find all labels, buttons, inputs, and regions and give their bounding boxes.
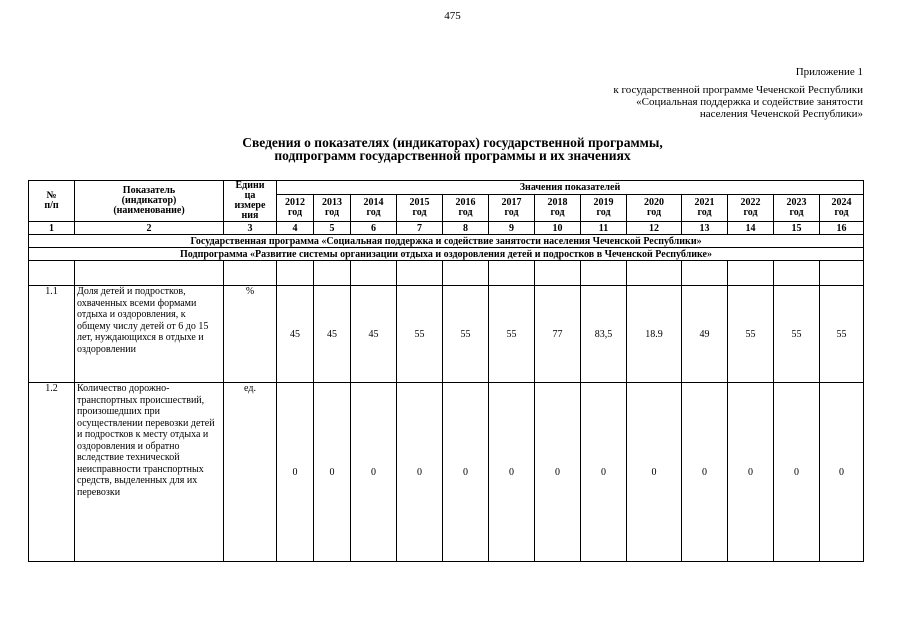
indicators-table — [28, 180, 864, 562]
header-year: 2020 год — [627, 195, 682, 222]
column-number: 11 — [581, 222, 627, 235]
value-cell: 0 — [314, 383, 351, 562]
spacer-cell — [774, 261, 820, 286]
header-year: 2023 год — [774, 195, 820, 222]
document-title-line: подпрограмм государственной программы и их значениях — [274, 148, 631, 163]
spacer-cell — [682, 261, 728, 286]
spacer-cell — [224, 261, 277, 286]
header-year: 2014 год — [351, 195, 397, 222]
appendix-title: Приложение 1 — [795, 66, 863, 78]
column-number: 1 — [29, 222, 75, 235]
value-cell: 18.9 — [627, 286, 682, 383]
document-title-line: Сведения о показателях (индикаторах) государственной программы, — [242, 135, 663, 150]
column-number: 12 — [627, 222, 682, 235]
header-num: № п/п — [29, 181, 75, 222]
indicator-name: Количество дорожно-транспортных происшествий, произошедших при осуществлении перевозки детей и подростков к месту отдыха и оздоровления и обратно вследствие технической неисправности транспортных средств, выделенных для их перевозки — [75, 383, 224, 562]
column-number: 9 — [489, 222, 535, 235]
column-number: 3 — [224, 222, 277, 235]
row-number: 1.1 — [29, 286, 75, 383]
column-number: 6 — [351, 222, 397, 235]
value-cell: 55 — [820, 286, 864, 383]
spacer-cell — [29, 261, 75, 286]
header-year: 2016 год — [443, 195, 489, 222]
program-title: Государственная программа «Социальная поддержка и содействие занятости населения Чеченской Республики» — [29, 235, 864, 248]
spacer-cell — [443, 261, 489, 286]
header-year: 2017 год — [489, 195, 535, 222]
value-cell: 0 — [535, 383, 581, 562]
column-number: 13 — [682, 222, 728, 235]
appendix-line: к государственной программе Чеченской Республики — [613, 84, 863, 96]
spacer-cell — [489, 261, 535, 286]
value-cell: 45 — [351, 286, 397, 383]
column-number: 5 — [314, 222, 351, 235]
subprogram-title: Подпрограмма «Развитие системы организации отдыха и оздоровления детей и подростков в Чеченской Республике» — [29, 248, 864, 261]
value-cell: 55 — [489, 286, 535, 383]
unit-cell: ед. — [224, 383, 277, 562]
spacer-cell — [397, 261, 443, 286]
header-year: 2015 год — [397, 195, 443, 222]
spacer-cell — [820, 261, 864, 286]
spacer-cell — [728, 261, 774, 286]
header-values-group: Значения показателей — [277, 181, 864, 195]
spacer-cell — [581, 261, 627, 286]
spacer-cell — [75, 261, 224, 286]
page-number: 475 — [444, 10, 461, 22]
column-number: 7 — [397, 222, 443, 235]
spacer-cell — [351, 261, 397, 286]
spacer-cell — [314, 261, 351, 286]
value-cell: 0 — [728, 383, 774, 562]
value-cell: 0 — [820, 383, 864, 562]
appendix-header — [613, 66, 863, 120]
value-cell: 0 — [397, 383, 443, 562]
value-cell: 55 — [774, 286, 820, 383]
column-number-row — [29, 222, 864, 235]
column-number: 15 — [774, 222, 820, 235]
column-number: 8 — [443, 222, 489, 235]
header-year: 2019 год — [581, 195, 627, 222]
header-year: 2022 год — [728, 195, 774, 222]
column-number: 16 — [820, 222, 864, 235]
value-cell: 55 — [397, 286, 443, 383]
column-number: 2 — [75, 222, 224, 235]
column-number: 14 — [728, 222, 774, 235]
header-year: 2013 год — [314, 195, 351, 222]
value-cell: 0 — [277, 383, 314, 562]
value-cell: 45 — [277, 286, 314, 383]
value-cell: 0 — [774, 383, 820, 562]
value-cell: 0 — [682, 383, 728, 562]
appendix-line: «Социальная поддержка и содействие занятости — [636, 96, 863, 108]
value-cell: 49 — [682, 286, 728, 383]
header-unit: Едини ца измере ния — [224, 181, 277, 222]
header-year: 2012 год — [277, 195, 314, 222]
spacer-cell — [277, 261, 314, 286]
value-cell: 0 — [581, 383, 627, 562]
header-year: 2021 год — [682, 195, 728, 222]
header-indicator: Показатель (индикатор) (наименование) — [75, 181, 224, 222]
value-cell: 0 — [351, 383, 397, 562]
value-cell: 77 — [535, 286, 581, 383]
unit-cell: % — [224, 286, 277, 383]
indicator-name: Доля детей и подростков, охваченных всеми формами отдыха и оздоровления, к общему числу детей от 6 до 15 лет, нуждающихся в отдыхе и оздоровлении — [75, 286, 224, 383]
appendix-line: населения Чеченской Республики» — [699, 108, 863, 120]
column-number: 10 — [535, 222, 581, 235]
document-title — [0, 136, 905, 162]
header-year: 2024 год — [820, 195, 864, 222]
value-cell: 0 — [443, 383, 489, 562]
value-cell: 0 — [489, 383, 535, 562]
header-year: 2018 год — [535, 195, 581, 222]
row-number: 1.2 — [29, 383, 75, 562]
spacer-cell — [535, 261, 581, 286]
spacer-cell — [627, 261, 682, 286]
table-row — [29, 286, 864, 383]
value-cell: 55 — [443, 286, 489, 383]
value-cell: 83,5 — [581, 286, 627, 383]
value-cell: 55 — [728, 286, 774, 383]
column-number: 4 — [277, 222, 314, 235]
value-cell: 0 — [627, 383, 682, 562]
value-cell: 45 — [314, 286, 351, 383]
table-row — [29, 383, 864, 562]
